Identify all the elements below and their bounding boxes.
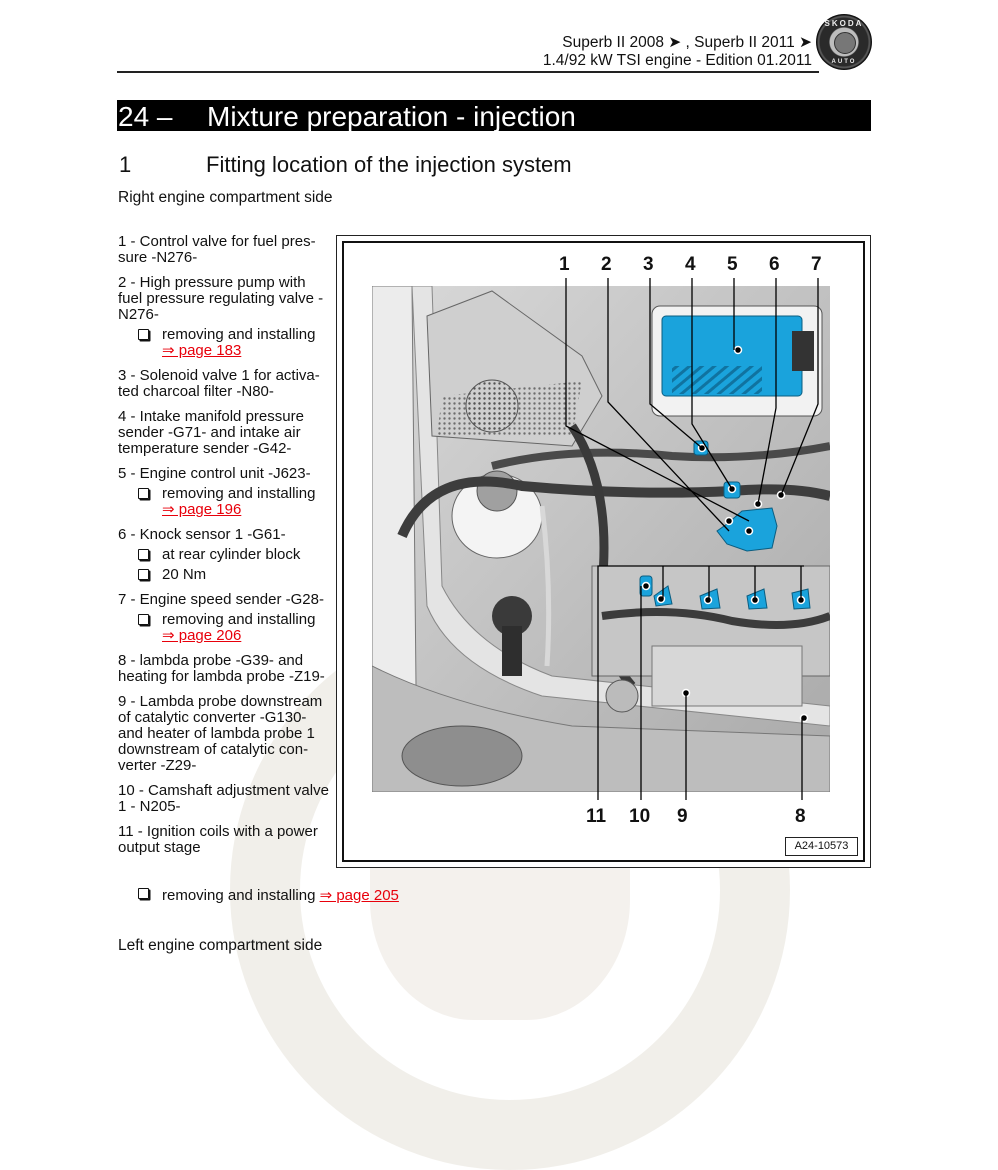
legend-text: 2 - High pressure pump with fuel pressure regulating valve - N276- <box>118 274 324 323</box>
section-title: Fitting location of the injection system <box>206 152 572 177</box>
subitem-text: removing and installing <box>162 485 316 502</box>
legend-item-1 <box>118 234 333 266</box>
checkbox-bullet-icon <box>138 488 149 499</box>
legend-subitem <box>118 567 333 583</box>
subsection-left-side: Left engine compartment side <box>118 937 323 954</box>
checkbox-bullet-icon <box>138 329 149 340</box>
legend-item-8 <box>118 653 333 685</box>
legend-subitem <box>118 547 333 563</box>
legend-item-5 <box>118 466 333 518</box>
skoda-logo-icon <box>816 14 872 70</box>
section-number: 1 <box>119 152 132 177</box>
page-link-205[interactable]: ⇒ page 205 <box>319 887 399 904</box>
legend-text: 9 - Lambda probe downstream of catalytic converter -G130- and heater of lambda probe 1 downstream of catalytic con- verter -Z29- <box>118 693 323 774</box>
callout-2: 2 <box>601 254 612 275</box>
logo-arrow-icon <box>834 32 856 54</box>
checkbox-bullet-icon <box>138 888 149 899</box>
legend-text: 4 - Intake manifold pressure sender -G71- and intake air temperature sender -G42- <box>118 408 304 457</box>
logo-text-bottom: AUTO <box>831 59 857 65</box>
subsection-right-side: Right engine compartment side <box>118 189 333 206</box>
logo-text-top: SKODA <box>824 19 864 28</box>
checkbox-bullet-icon <box>138 614 149 625</box>
page-link-196[interactable]: ⇒ page 196 <box>162 501 242 518</box>
legend-subitem <box>118 612 333 644</box>
chapter-heading <box>117 100 871 131</box>
callout-9: 9 <box>677 806 688 827</box>
callout-5: 5 <box>727 254 738 275</box>
callout-7: 7 <box>811 254 822 275</box>
subitem-text: 20 Nm <box>162 566 207 583</box>
legend-subitem <box>118 327 333 359</box>
legend-text: 3 - Solenoid valve 1 for activa- ted charcoal filter -N80- <box>118 367 320 400</box>
callout-8: 8 <box>795 806 806 827</box>
legend-text: 1 - Control valve for fuel pres- sure -N276- <box>118 233 316 266</box>
callout-3: 3 <box>643 254 654 275</box>
header-model-line: Superb II 2008 ➤ , Superb II 2011 ➤ <box>562 34 812 51</box>
chapter-number: 24 – <box>118 101 173 132</box>
callout-1: 1 <box>559 254 570 275</box>
figure-code: A24-10573 <box>785 837 858 856</box>
chapter-title: Mixture preparation - injection <box>207 101 576 132</box>
legend-text: 6 - Knock sensor 1 -G61- <box>118 526 286 543</box>
legend-text: 10 - Camshaft adjustment valve 1 - N205- <box>118 782 329 815</box>
checkbox-bullet-icon <box>138 549 149 560</box>
legend-subitem <box>118 486 333 518</box>
legend-item-7 <box>118 592 333 644</box>
header-engine-line: 1.4/92 kW TSI engine - Edition 01.2011 <box>542 52 812 69</box>
page-link-206[interactable]: ⇒ page 206 <box>162 627 242 644</box>
component-legend <box>118 234 333 865</box>
page-link-183[interactable]: ⇒ page 183 <box>162 342 242 359</box>
legend-item-10 <box>118 783 333 815</box>
callout-11: 11 <box>586 806 607 827</box>
checkbox-bullet-icon <box>138 569 149 580</box>
legend-item-4 <box>118 409 333 457</box>
legend-text: 5 - Engine control unit -J623- <box>118 465 311 482</box>
legend-item-3 <box>118 368 333 400</box>
legend-item-6 <box>118 527 333 583</box>
legend-text: 11 - Ignition coils with a power output stage <box>118 823 318 856</box>
header-divider <box>117 71 819 73</box>
subitem-text: removing and installing <box>162 326 316 343</box>
legend-item-11 <box>118 824 333 856</box>
document-header <box>543 34 812 70</box>
subitem-text: at rear cylinder block <box>162 546 301 563</box>
legend-item-2 <box>118 275 333 359</box>
callout-10: 10 <box>629 806 651 827</box>
legend-item-9 <box>118 694 333 774</box>
legend-text: 8 - lambda probe -G39- and heating for lambda probe -Z19- <box>118 652 325 685</box>
engine-compartment-illustration <box>372 286 830 792</box>
subitem-text: removing and installing <box>162 887 316 904</box>
legend-text: 7 - Engine speed sender -G28- <box>118 591 324 608</box>
callout-4: 4 <box>685 254 696 275</box>
callout-6: 6 <box>769 254 780 275</box>
legend-subitem-11 <box>118 886 482 904</box>
subitem-text: removing and installing <box>162 611 316 628</box>
